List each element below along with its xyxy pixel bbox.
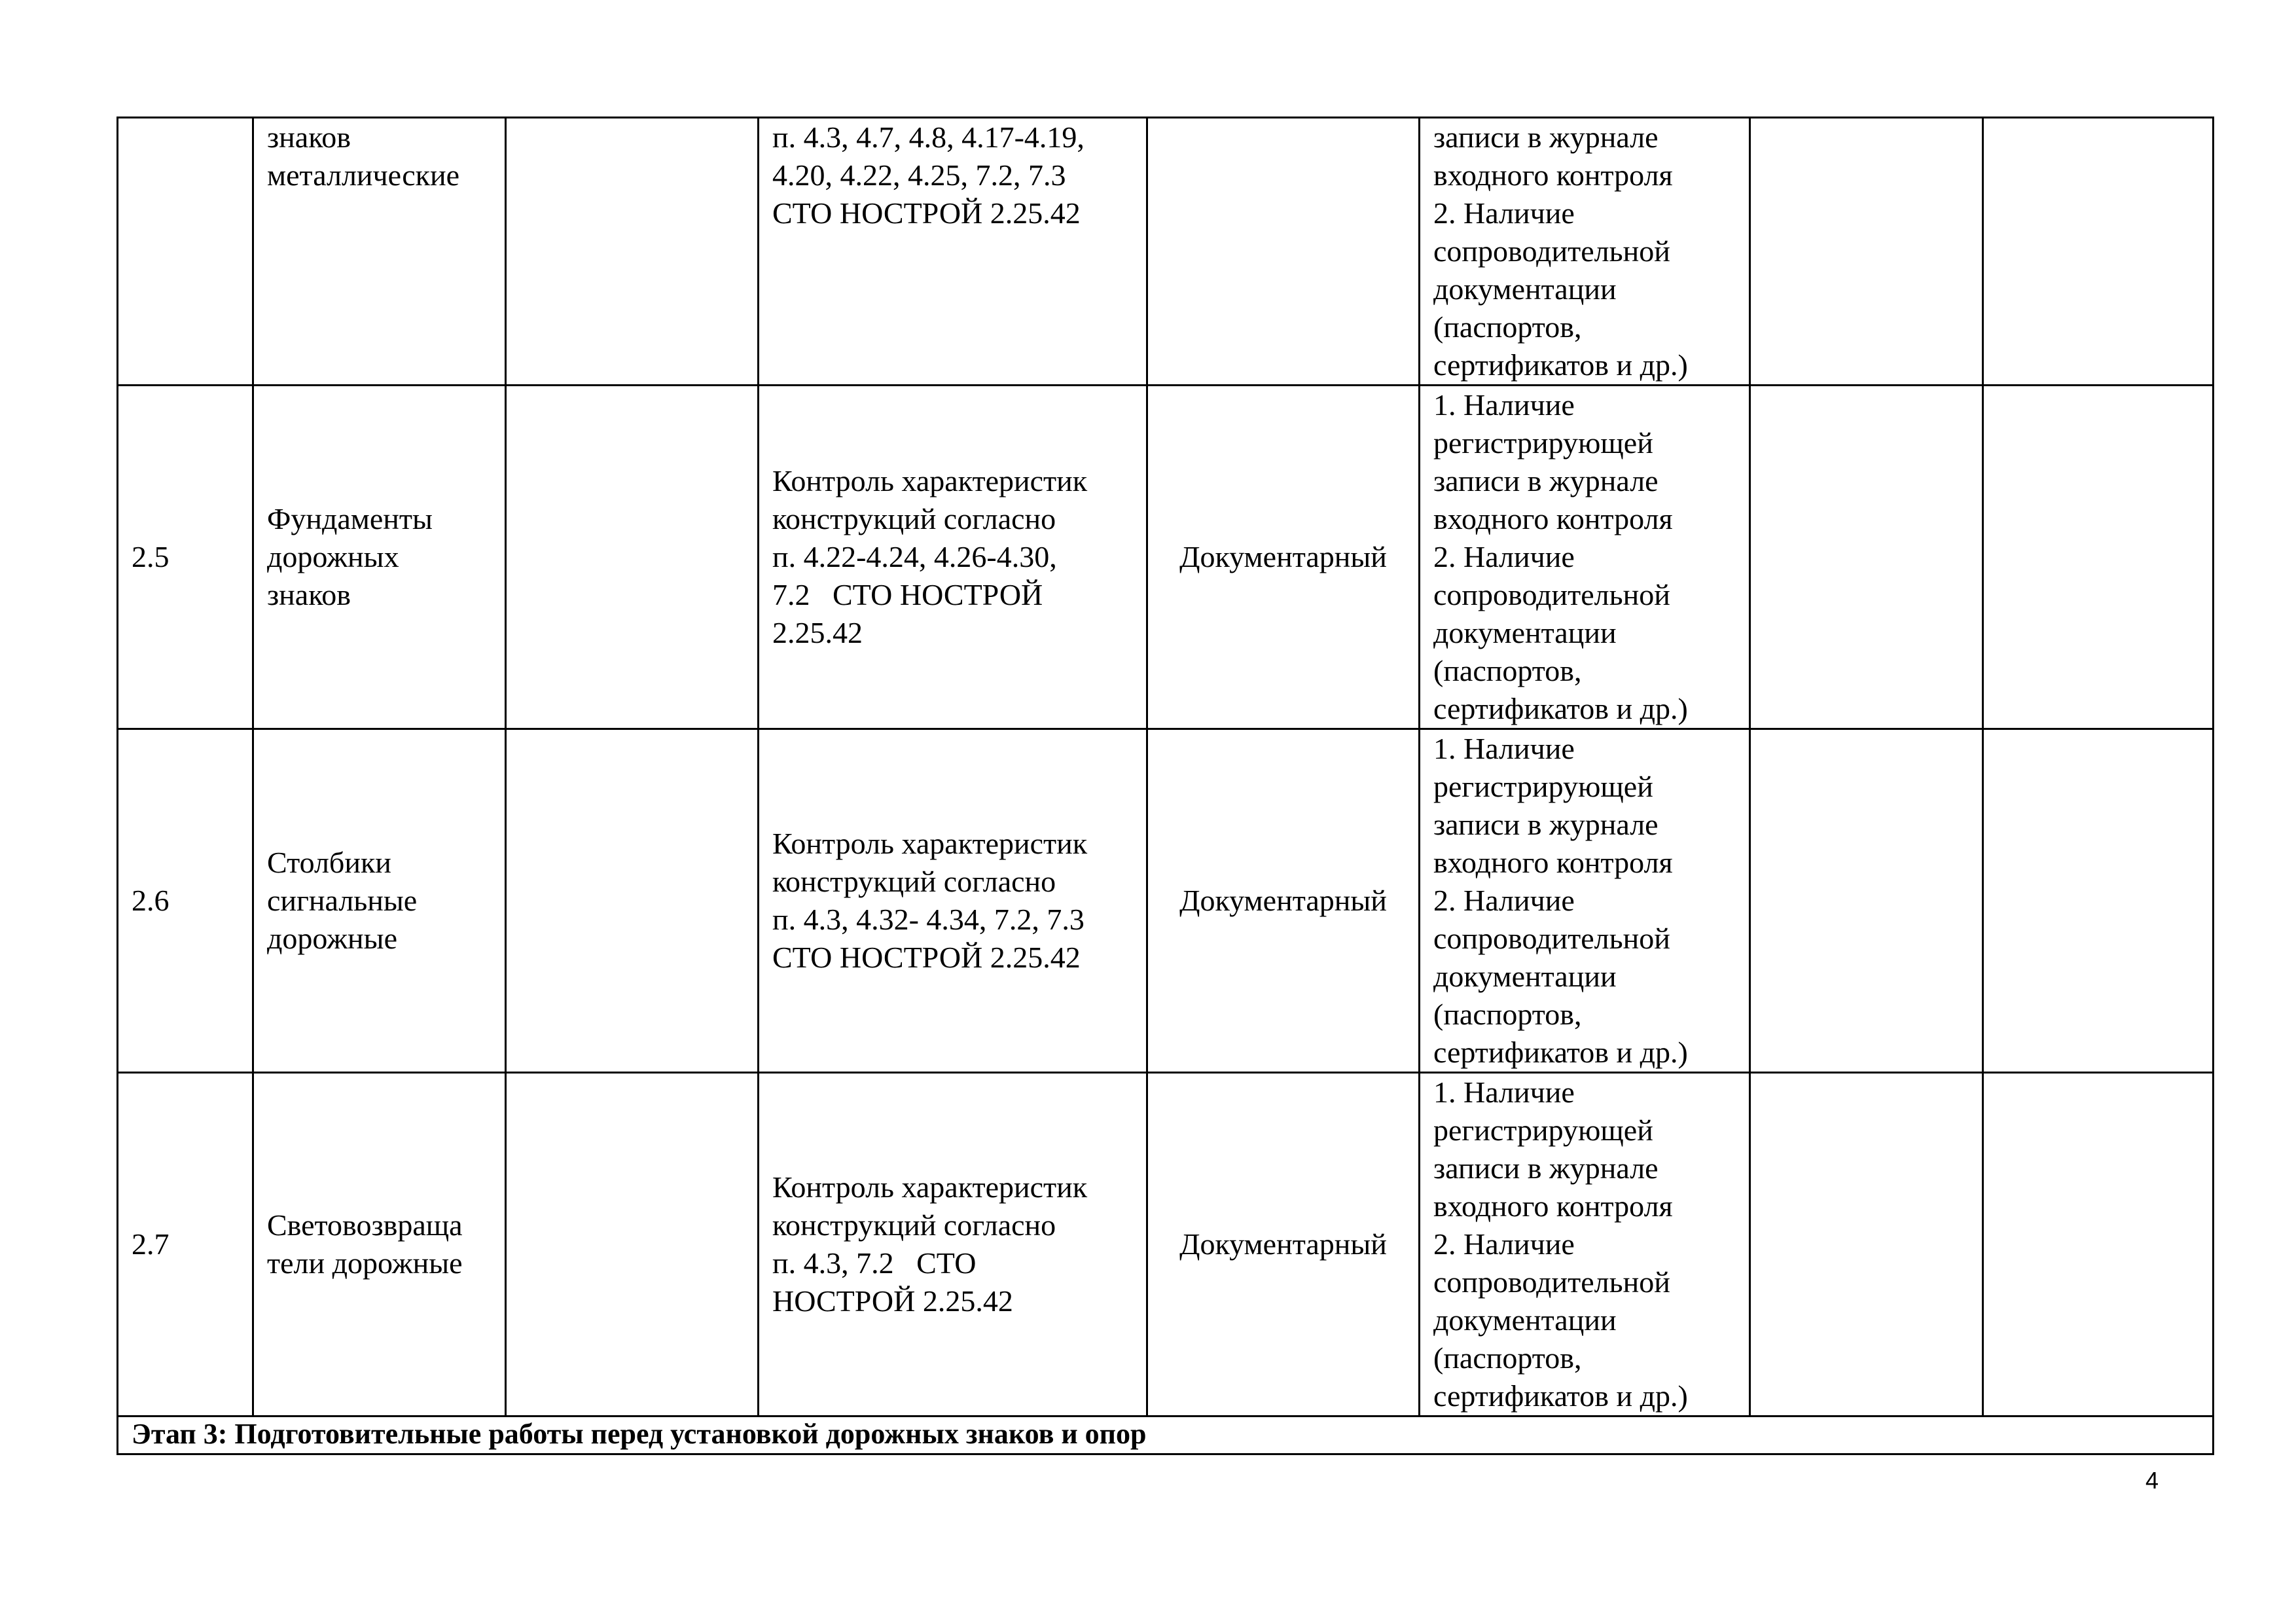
name-line: металлические bbox=[267, 158, 460, 192]
name-line: Фундаменты bbox=[267, 502, 433, 535]
norm-line: конструкций согласно bbox=[772, 1208, 1056, 1242]
result-line: 2. Наличие bbox=[1433, 196, 1575, 230]
result-line: сертификатов и др.) bbox=[1433, 1036, 1688, 1069]
result-line: документации bbox=[1433, 960, 1617, 993]
result-line: входного контроля bbox=[1433, 158, 1673, 192]
cell-result bbox=[1420, 729, 1750, 1073]
result-line: сертификатов и др.) bbox=[1433, 1379, 1688, 1413]
result-line: записи в журнале bbox=[1433, 120, 1659, 154]
result-line: документации bbox=[1433, 272, 1617, 306]
result-line: записи в журнале bbox=[1433, 464, 1659, 497]
result-line: документации bbox=[1433, 616, 1617, 649]
result-line: сопроводительной bbox=[1433, 1265, 1670, 1299]
norm-line: п. 4.3, 7.2 СТО bbox=[772, 1246, 977, 1280]
result-line: сопроводительной bbox=[1433, 578, 1670, 611]
norm-line: п. 4.3, 4.7, 4.8, 4.17-4.19, bbox=[772, 120, 1085, 154]
cell-empty bbox=[1750, 386, 1983, 729]
cell-method: Документарный bbox=[1147, 729, 1420, 1073]
result-line: входного контроля bbox=[1433, 846, 1673, 879]
result-line: 1. Наличие bbox=[1433, 732, 1575, 765]
cell-method bbox=[1147, 118, 1420, 386]
cell-number bbox=[118, 118, 253, 386]
result-line: 1. Наличие bbox=[1433, 1075, 1575, 1109]
norm-line: 4.20, 4.22, 4.25, 7.2, 7.3 bbox=[772, 158, 1066, 192]
cell-method: Документарный bbox=[1147, 386, 1420, 729]
cell-empty bbox=[1983, 1073, 2214, 1416]
result-line: сопроводительной bbox=[1433, 234, 1670, 268]
table-row-2-6 bbox=[118, 729, 2214, 1073]
norm-line: НОСТРОЙ 2.25.42 bbox=[772, 1284, 1013, 1318]
result-line: записи в журнале bbox=[1433, 1151, 1659, 1185]
result-line: 1. Наличие bbox=[1433, 388, 1575, 422]
result-line: (паспортов, bbox=[1433, 654, 1582, 687]
cell-empty bbox=[1983, 386, 2214, 729]
cell-norm bbox=[759, 386, 1147, 729]
cell-empty bbox=[506, 118, 759, 386]
name-line: дорожные bbox=[267, 922, 397, 955]
name-line: сигнальные bbox=[267, 884, 418, 917]
stage-heading: Этап 3: Подготовительные работы перед установкой дорожных знаков и опор bbox=[118, 1416, 2214, 1454]
name-line: тели дорожные bbox=[267, 1246, 463, 1280]
cell-empty bbox=[1983, 729, 2214, 1073]
table-row-2-5 bbox=[118, 386, 2214, 729]
norm-line: конструкций согласно bbox=[772, 865, 1056, 898]
result-line: входного контроля bbox=[1433, 1189, 1673, 1223]
result-line: входного контроля bbox=[1433, 502, 1673, 535]
name-line: знаков bbox=[267, 578, 351, 611]
result-line: (паспортов, bbox=[1433, 998, 1582, 1031]
result-line: документации bbox=[1433, 1303, 1617, 1337]
cell-method: Документарный bbox=[1147, 1073, 1420, 1416]
table-row-2-7 bbox=[118, 1073, 2214, 1416]
result-line: сертификатов и др.) bbox=[1433, 348, 1688, 382]
result-line: сертификатов и др.) bbox=[1433, 692, 1688, 725]
cell-number: 2.7 bbox=[118, 1073, 253, 1416]
cell-name bbox=[253, 1073, 506, 1416]
name-line: Столбики bbox=[267, 846, 391, 879]
norm-line: п. 4.22-4.24, 4.26-4.30, bbox=[772, 540, 1057, 573]
name-line: Световозвраща bbox=[267, 1208, 463, 1242]
norm-line: Контроль характеристик bbox=[772, 464, 1088, 497]
cell-empty bbox=[1750, 1073, 1983, 1416]
cell-empty bbox=[506, 386, 759, 729]
result-line: (паспортов, bbox=[1433, 1341, 1582, 1375]
norm-line: Контроль характеристик bbox=[772, 827, 1088, 860]
norm-line: СТО НОСТРОЙ 2.25.42 bbox=[772, 196, 1081, 230]
cell-norm bbox=[759, 1073, 1147, 1416]
cell-norm bbox=[759, 118, 1147, 386]
table-row-continuation bbox=[118, 118, 2214, 386]
norm-line: Контроль характеристик bbox=[772, 1170, 1088, 1204]
result-line: (паспортов, bbox=[1433, 310, 1582, 344]
cell-name bbox=[253, 118, 506, 386]
cell-number: 2.6 bbox=[118, 729, 253, 1073]
cell-empty bbox=[1750, 729, 1983, 1073]
cell-empty bbox=[506, 729, 759, 1073]
cell-name bbox=[253, 729, 506, 1073]
cell-result bbox=[1420, 386, 1750, 729]
cell-name bbox=[253, 386, 506, 729]
result-line: записи в журнале bbox=[1433, 808, 1659, 841]
result-line: 2. Наличие bbox=[1433, 1227, 1575, 1261]
cell-empty bbox=[506, 1073, 759, 1416]
cell-result bbox=[1420, 118, 1750, 386]
norm-line: конструкций согласно bbox=[772, 502, 1056, 535]
cell-number: 2.5 bbox=[118, 386, 253, 729]
norm-line: СТО НОСТРОЙ 2.25.42 bbox=[772, 941, 1081, 974]
cell-result bbox=[1420, 1073, 1750, 1416]
norm-line: п. 4.3, 4.32- 4.34, 7.2, 7.3 bbox=[772, 903, 1085, 936]
norm-line: 7.2 СТО НОСТРОЙ bbox=[772, 578, 1043, 611]
control-table bbox=[117, 117, 2214, 1455]
table-body bbox=[118, 118, 2214, 1454]
norm-line: 2.25.42 bbox=[772, 616, 863, 649]
cell-norm bbox=[759, 729, 1147, 1073]
result-line: регистрирующей bbox=[1433, 426, 1653, 460]
page-number: 4 bbox=[2145, 1467, 2159, 1494]
result-line: регистрирующей bbox=[1433, 1113, 1653, 1147]
result-line: регистрирующей bbox=[1433, 770, 1653, 803]
result-line: 2. Наличие bbox=[1433, 884, 1575, 917]
result-line: сопроводительной bbox=[1433, 922, 1670, 955]
result-line: 2. Наличие bbox=[1433, 540, 1575, 573]
name-line: знаков bbox=[267, 120, 351, 154]
cell-empty bbox=[1983, 118, 2214, 386]
name-line: дорожных bbox=[267, 540, 399, 573]
table-row-stage-heading bbox=[118, 1416, 2214, 1454]
cell-empty bbox=[1750, 118, 1983, 386]
